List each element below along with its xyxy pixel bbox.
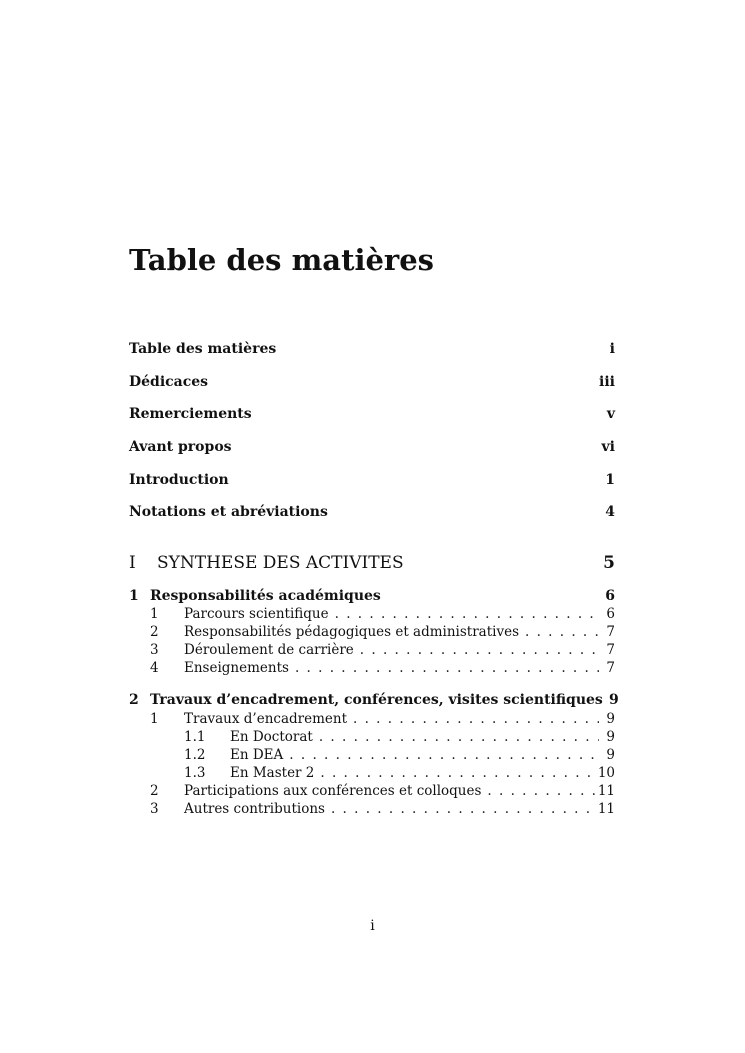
toc-part-label: SYNTHESE DES ACTIVITES [157,553,404,573]
toc-chapter-page: 6 [605,588,615,604]
toc-subsection-page: 9 [606,729,615,745]
toc-entry-table-des-matieres[interactable] [129,341,615,361]
toc-part-number: I [129,553,136,573]
toc-entry-page: 1 [605,472,615,488]
toc-subsection-page: 9 [606,747,615,763]
toc-entry-label: Avant propos [129,439,232,455]
toc-section-number: 1 [150,711,159,727]
toc-section-page: 6 [606,606,615,622]
toc-section-page: 11 [597,801,615,817]
toc-leader-dots [519,624,599,640]
toc-entry-remerciements[interactable] [129,406,615,426]
toc-leader-dots [354,642,599,658]
toc-entry-page: vi [601,439,615,455]
toc-section-number: 1 [150,606,159,622]
toc-section[interactable] [129,660,615,680]
toc-part-page: 5 [603,553,615,573]
page-title: Table des matières [129,243,434,277]
toc-section[interactable] [129,624,615,644]
toc-entry-label: Introduction [129,472,229,488]
toc-section-label: Déroulement de carrière [184,642,354,658]
toc-subsection-number: 1.3 [184,765,206,781]
toc-subsection-page: 10 [597,765,615,781]
toc-chapter-label: Travaux d’encadrement, conférences, visites scientifiques [150,692,603,708]
toc-leader-dots [313,729,599,745]
toc-leader-dots [347,711,599,727]
toc-entry-label: Dédicaces [129,374,209,390]
toc-leader-dots [283,747,599,763]
toc-subsection[interactable] [129,729,615,749]
toc-section-label: Participations aux conférences et colloques [184,783,482,799]
toc-subsection[interactable] [129,765,615,785]
toc-section-number: 3 [150,801,159,817]
toc-entry-page: v [606,406,615,422]
toc-section-label: Autres contributions [184,801,325,817]
toc-section-page: 9 [606,711,615,727]
toc-leader-dots [289,660,599,676]
toc-leader-dots [314,765,597,781]
toc-leader-dots [481,783,597,799]
toc-section-label: Parcours scientifique [184,606,329,622]
toc-section-label: Responsabilités pédagogiques et administratives [184,624,520,640]
toc-section[interactable] [129,783,615,803]
toc-section-number: 4 [150,660,159,676]
toc-chapter-page: 9 [609,692,619,708]
toc-section-page: 7 [606,624,615,640]
toc-entry-label: Remerciements [129,406,252,422]
toc-leader-dots [329,606,599,622]
toc-section-page: 7 [606,642,615,658]
toc-chapter-1[interactable] [129,588,615,608]
toc-section-label: Enseignements [184,660,289,676]
toc-section-page: 11 [597,783,615,799]
toc-part-i[interactable] [129,553,615,573]
toc-section[interactable] [129,642,615,662]
toc-entry-dedicaces[interactable] [129,374,615,394]
toc-chapter-number: 2 [129,692,139,708]
toc-subsection-number: 1.2 [184,747,206,763]
toc-chapter-2[interactable] [129,692,619,712]
toc-section[interactable] [129,711,615,731]
toc-entry-page: 4 [605,504,615,520]
toc-subsection-label: En Doctorat [230,729,313,745]
toc-entry-page: iii [599,374,615,390]
toc-section-label: Travaux d’encadrement [184,711,348,727]
toc-subsection[interactable] [129,747,615,767]
toc-chapter-number: 1 [129,588,139,604]
toc-section-number: 3 [150,642,159,658]
toc-subsection-label: En DEA [230,747,284,763]
toc-section[interactable] [129,801,615,821]
toc-section-number: 2 [150,783,159,799]
toc-leader-dots [325,801,598,817]
toc-section[interactable] [129,606,615,626]
toc-entry-notations[interactable] [129,504,615,524]
toc-entry-page: i [609,341,615,357]
toc-section-number: 2 [150,624,159,640]
toc-chapter-label: Responsabilités académiques [150,588,381,604]
page-number-footer: i [370,918,375,934]
toc-section-page: 7 [606,660,615,676]
toc-entry-avant-propos[interactable] [129,439,615,459]
toc-subsection-number: 1.1 [184,729,206,745]
toc-entry-introduction[interactable] [129,472,615,492]
toc-entry-label: Notations et abréviations [129,504,328,520]
toc-entry-label: Table des matières [129,341,277,357]
toc-subsection-label: En Master 2 [230,765,315,781]
